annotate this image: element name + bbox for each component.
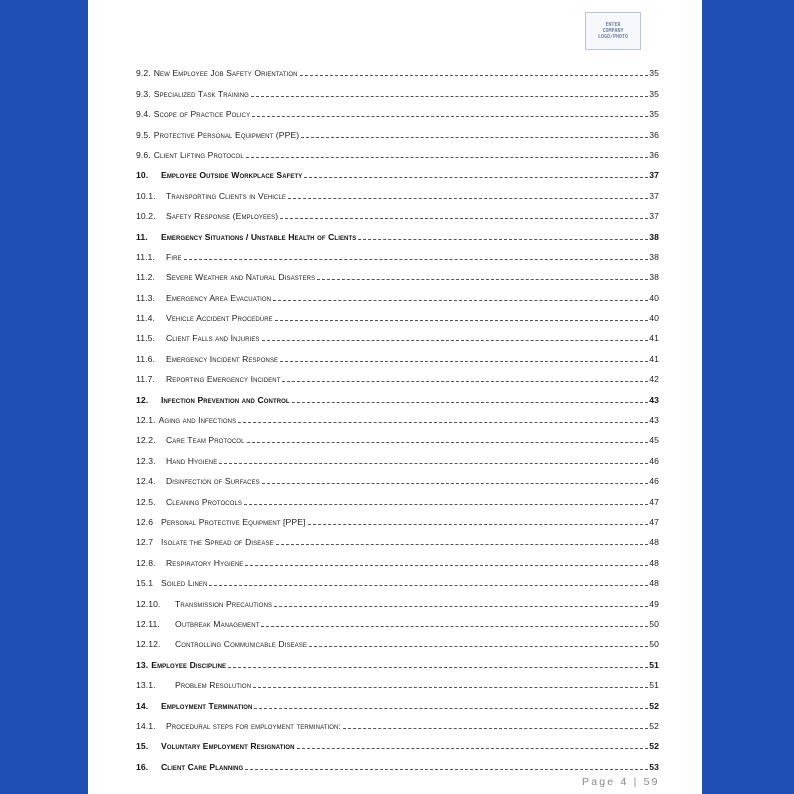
toc-entry[interactable] <box>136 649 659 669</box>
toc-entry-page: 45 <box>649 435 659 446</box>
dotted-leader <box>300 75 649 76</box>
toc-entry-number: 16. <box>136 761 149 772</box>
company-logo-placeholder <box>585 12 641 50</box>
toc-entry-title: Isolate the Spread of Disease <box>161 537 274 548</box>
document-page <box>88 0 702 794</box>
toc-entry[interactable] <box>136 99 659 119</box>
toc-entry-number: 12.3. <box>136 455 156 466</box>
toc-entry-number: 12.6 <box>136 516 154 527</box>
toc-entry-title: Aging and Infections <box>158 415 237 426</box>
toc-entry-title: Severe Weather and Natural Disasters <box>166 272 316 283</box>
toc-entry-number: 11.7. <box>136 374 155 385</box>
toc-entry-title: Safety Response (Employees) <box>166 211 279 222</box>
toc-entry[interactable] <box>136 507 659 527</box>
dotted-leader <box>317 279 648 280</box>
toc-entry-page: 51 <box>649 680 659 691</box>
toc-entry[interactable] <box>136 547 659 567</box>
toc-entry-number: 11.4. <box>136 313 155 324</box>
toc-entry-title: Voluntary Employment Resignation <box>161 741 295 752</box>
toc-entry-title: Emergency Incident Response <box>166 353 279 364</box>
toc-entry-number: 12.2. <box>136 435 156 446</box>
toc-entry-page: 35 <box>649 68 659 79</box>
toc-entry-number: 15. <box>136 741 149 752</box>
toc-entry-page: 38 <box>649 272 659 283</box>
toc-entry-title: Protective Personal Equipment (PPE) <box>153 129 300 140</box>
dotted-leader <box>253 687 648 688</box>
toc-entry-title: Soiled Linen <box>161 578 208 589</box>
dotted-leader <box>245 565 648 566</box>
toc-entry-page: 52 <box>649 741 659 752</box>
toc-entry[interactable] <box>136 221 659 241</box>
toc-entry-number: 9.4. <box>136 109 151 120</box>
dotted-leader <box>275 320 648 321</box>
toc-entry-page: 35 <box>649 88 659 99</box>
dotted-leader <box>280 218 648 219</box>
dotted-leader <box>309 646 648 647</box>
toc-entry[interactable] <box>136 568 659 588</box>
dotted-leader <box>245 769 648 770</box>
toc-entry-number: 12.1. <box>136 415 156 426</box>
toc-entry[interactable] <box>136 731 659 751</box>
toc-entry-number: 10.1. <box>136 190 156 201</box>
toc-entry-number: 11.2. <box>136 272 155 283</box>
toc-entry-number: 9.5. <box>136 129 151 140</box>
dotted-leader <box>219 463 648 464</box>
toc-entry-number: 12.7 <box>136 537 154 548</box>
toc-entry[interactable] <box>136 670 659 690</box>
toc-entry[interactable] <box>136 609 659 629</box>
toc-entry-number: 11.1. <box>136 251 155 262</box>
toc-entry-page: 40 <box>649 292 659 303</box>
toc-entry-title: Employment Termination <box>161 700 253 711</box>
toc-entry[interactable] <box>136 343 659 363</box>
toc-entry-title: Employee Discipline <box>151 659 227 670</box>
toc-entry-number: 14.1. <box>136 720 156 731</box>
table-of-contents <box>136 58 659 772</box>
toc-entry-number: 12.4. <box>136 476 156 487</box>
toc-entry-number: 12.10. <box>136 598 161 609</box>
toc-entry-title: Care Team Protocol <box>166 435 245 446</box>
toc-entry-number: 15.1 <box>136 578 154 589</box>
toc-entry-page: 42 <box>649 374 659 385</box>
toc-entry-page: 51 <box>649 659 659 670</box>
dotted-leader <box>261 626 648 627</box>
toc-entry-title: Emergency Situations / Unstable Health of Clients <box>161 231 357 242</box>
toc-entry-number: 13.1. <box>136 680 156 691</box>
toc-entry[interactable] <box>136 119 659 139</box>
toc-entry-page: 38 <box>649 231 659 242</box>
toc-entry[interactable] <box>136 405 659 425</box>
toc-entry-page: 52 <box>649 720 659 731</box>
toc-entry[interactable] <box>136 303 659 323</box>
toc-entry-page: 38 <box>649 251 659 262</box>
toc-entry-number: 11.3. <box>136 292 155 303</box>
toc-entry-title: Cleaning Protocols <box>166 496 243 507</box>
toc-entry-page: 37 <box>649 190 659 201</box>
toc-entry-page: 37 <box>649 170 659 181</box>
toc-entry[interactable] <box>136 629 659 649</box>
toc-entry-page: 41 <box>649 333 659 344</box>
toc-entry-title: Client Lifting Protocol <box>153 149 244 160</box>
toc-entry-title: Infection Prevention and Control <box>161 394 290 405</box>
dotted-leader <box>244 504 648 505</box>
toc-entry-title: New Employee Job Safety Orientation <box>153 68 298 79</box>
dotted-leader <box>304 177 648 178</box>
dotted-leader <box>273 300 648 301</box>
toc-entry-title: Controlling Communicable Disease <box>175 639 307 650</box>
dotted-leader <box>297 748 649 749</box>
toc-entry[interactable] <box>136 751 659 771</box>
toc-entry-page: 35 <box>649 109 659 120</box>
toc-entry[interactable] <box>136 323 659 343</box>
toc-entry[interactable] <box>136 58 659 78</box>
toc-entry-title: Personal Protective Equipment [PPE] <box>161 516 306 527</box>
dotted-leader <box>292 402 649 403</box>
dotted-leader <box>184 259 649 260</box>
toc-entry-page: 36 <box>649 129 659 140</box>
toc-entry-title: Client Care Planning <box>161 761 244 772</box>
toc-entry[interactable] <box>136 364 659 384</box>
toc-entry-number: 9.2. <box>136 68 151 79</box>
logo-line-3: LOGO/PHOTO <box>597 34 629 40</box>
toc-entry[interactable] <box>136 140 659 160</box>
toc-entry-page: 37 <box>649 211 659 222</box>
toc-entry-page: 50 <box>649 618 659 629</box>
dotted-leader <box>288 198 648 199</box>
toc-entry[interactable] <box>136 201 659 221</box>
toc-entry-title: Outbreak Management <box>175 618 260 629</box>
toc-entry[interactable] <box>136 282 659 302</box>
dotted-leader <box>209 585 648 586</box>
toc-entry[interactable] <box>136 180 659 200</box>
toc-entry-page: 46 <box>649 476 659 487</box>
toc-entry-number: 12.8. <box>136 557 156 568</box>
dotted-leader <box>276 544 649 545</box>
toc-entry-page: 43 <box>649 415 659 426</box>
dotted-leader <box>343 728 648 729</box>
toc-entry-title: Scope of Practice Policy <box>153 109 251 120</box>
toc-entry-number: 9.3. <box>136 88 151 99</box>
logo-line-1: ENTER <box>605 22 621 28</box>
toc-entry-title: Specialized Task Training <box>153 88 249 99</box>
toc-entry-title: Emergency Area Evacuation <box>166 292 272 303</box>
toc-entry-page: 47 <box>649 516 659 527</box>
toc-entry[interactable] <box>136 262 659 282</box>
dotted-leader <box>308 524 649 525</box>
toc-entry[interactable] <box>136 445 659 465</box>
toc-entry-number: 12. <box>136 394 149 405</box>
toc-entry-number: 11.5. <box>136 333 155 344</box>
dotted-leader <box>251 96 648 97</box>
toc-entry-page: 46 <box>649 455 659 466</box>
dotted-leader <box>254 708 648 709</box>
toc-entry[interactable] <box>136 425 659 445</box>
toc-entry-title: Hand Hygiene <box>166 455 218 466</box>
toc-entry-title: Transmission Precautions <box>175 598 273 609</box>
dotted-leader <box>358 239 648 240</box>
toc-entry[interactable] <box>136 486 659 506</box>
toc-entry-title: Procedural steps for employment termination: <box>166 720 341 731</box>
dotted-leader <box>262 483 648 484</box>
toc-entry-title: Client Falls and Injuries <box>166 333 260 344</box>
toc-entry-number: 13. <box>136 659 149 670</box>
toc-entry-page: 50 <box>649 639 659 650</box>
toc-entry-page: 49 <box>649 598 659 609</box>
toc-entry-title: Fire <box>166 251 182 262</box>
toc-entry-page: 36 <box>649 149 659 160</box>
dotted-leader <box>301 137 648 138</box>
toc-entry[interactable] <box>136 384 659 404</box>
toc-entry-page: 48 <box>649 557 659 568</box>
toc-entry[interactable] <box>136 466 659 486</box>
dotted-leader <box>247 442 649 443</box>
toc-entry-number: 10.2. <box>136 211 156 222</box>
toc-entry-title: Transporting Clients in Vehicle <box>166 190 287 201</box>
logo-line-2: COMPANY <box>602 28 624 34</box>
dotted-leader <box>262 340 649 341</box>
toc-entry-page: 48 <box>649 537 659 548</box>
toc-entry-page: 40 <box>649 313 659 324</box>
toc-entry[interactable] <box>136 160 659 180</box>
dotted-leader <box>280 361 648 362</box>
toc-entry-number: 10. <box>136 170 149 181</box>
toc-entry-title: Reporting Emergency Incident <box>166 374 281 385</box>
toc-entry-page: 41 <box>649 353 659 364</box>
toc-entry-number: 11. <box>136 231 148 242</box>
toc-entry[interactable] <box>136 78 659 98</box>
toc-entry[interactable] <box>136 527 659 547</box>
dotted-leader <box>282 381 648 382</box>
toc-entry-number: 12.12. <box>136 639 161 650</box>
dotted-leader <box>246 157 648 158</box>
toc-entry[interactable] <box>136 690 659 710</box>
toc-entry-page: 43 <box>649 394 659 405</box>
dotted-leader <box>228 667 648 668</box>
toc-entry-page: 47 <box>649 496 659 507</box>
toc-entry-page: 52 <box>649 700 659 711</box>
toc-entry[interactable] <box>136 711 659 731</box>
toc-entry-title: Vehicle Accident Procedure <box>166 313 273 324</box>
toc-entry-title: Disinfection of Surfaces <box>166 476 260 487</box>
toc-entry-title: Respiratory Hygiene <box>166 557 244 568</box>
toc-entry-number: 11.6. <box>136 353 155 364</box>
dotted-leader <box>252 116 648 117</box>
page-number-footer: Page 4 | 59 <box>582 776 660 788</box>
toc-entry-title: Problem Resolution <box>175 680 252 691</box>
dotted-leader <box>274 606 648 607</box>
toc-entry-number: 9.6. <box>136 149 151 160</box>
toc-entry-page: 53 <box>649 761 659 772</box>
toc-entry-title: Employee Outside Workplace Safety <box>161 170 303 181</box>
toc-entry[interactable] <box>136 242 659 262</box>
toc-entry-page: 48 <box>649 578 659 589</box>
toc-entry-number: 12.11. <box>136 618 160 629</box>
toc-entry[interactable] <box>136 588 659 608</box>
toc-entry-number: 14. <box>136 700 149 711</box>
toc-entry-number: 12.5. <box>136 496 156 507</box>
dotted-leader <box>238 422 648 423</box>
